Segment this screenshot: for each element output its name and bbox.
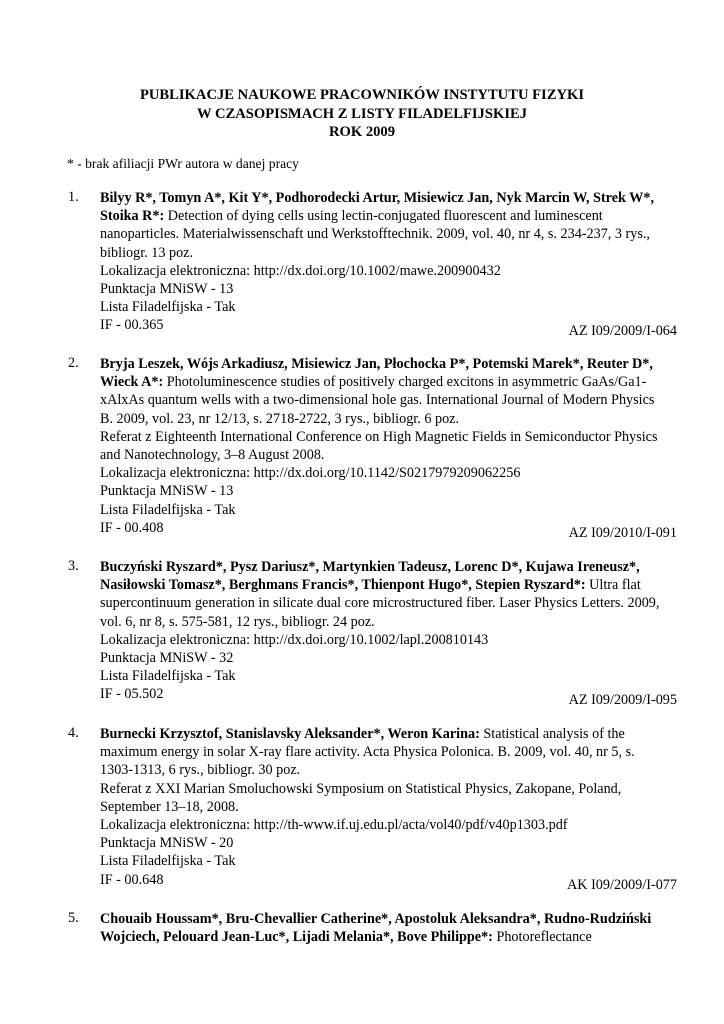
doi-line: Lokalizacja elektroniczna: http://th-www.if.uj.edu.pl/acta/vol40/pdf/v40p1303.pdf [100,817,568,834]
title-line-1: PUBLIKACJE NAUKOWE PRACOWNIKÓW INSTYTUTU FIZYKI [139,87,585,103]
authors-line: Bryja Leszek, Wójs Arkadiusz, Misiewicz Jan, Płochocka P*, Potemski Marek*, Reuter D*, [100,356,653,372]
reference-code: AZ I09/2010/I-091 [568,525,677,541]
title-text: Statistical analysis of the [479,726,625,742]
conference-line: and Nanotechnology, 3–8 August 2008. [100,447,325,464]
title-text: Ultra flat [585,577,641,594]
title-text: Detection of dying cells using lectin-conjugated fluorescent and luminescent [164,208,603,225]
conference-line: Referat z Eighteenth International Conference on High Magnetic Fields in Semiconductor Physics [100,428,658,445]
entry-body [100,910,677,946]
doi-line: Lokalizacja elektroniczna: http://dx.doi.org/10.1142/S0217979209062256 [100,465,521,482]
citation-line: supercontinuum generation in silicate dual core microstructured fiber. Laser Physics Letters. 2009, [100,595,660,612]
doi-line: Lokalizacja elektroniczna: http://dx.doi.org/10.1002/lapl.200810143 [100,631,489,648]
points-line: Punktacja MNiSW - 13 [100,483,234,500]
impact-factor-line: IF - 00.365 [100,317,164,334]
authors-line-end: Stoika R*: [100,208,165,225]
entry-body [100,355,677,537]
impact-factor-line: IF - 00.648 [100,871,164,888]
title-line-3: ROK 2009 [328,124,396,140]
entry-number: 4. [68,725,79,741]
citation-line: maximum energy in solar X-ray flare activity. Acta Physica Polonica. B. 2009, vol. 40, nr 5, s. [100,744,635,761]
list-line: Lista Filadelfijska - Tak [100,853,236,870]
entry-body [100,189,677,335]
entry-number: 2. [68,355,79,371]
citation-line: nanoparticles. Materialwissenschaft und Werkstofftechnik. 2009, vol. 40, nr 4, s. 234-237, 3 rys., [100,226,650,243]
authors-line-end: Wojciech, Pelouard Jean-Luc*, Lijadi Melania*, Bove Philippe*: [100,929,493,946]
list-line: Lista Filadelfijska - Tak [100,668,236,685]
citation-line: bibliogr. 13 poz. [100,244,194,261]
citation-line: vol. 6, nr 8, s. 575-581, 12 rys., bibliogr. 24 poz. [100,613,375,630]
authors-line: Chouaib Houssam*, Bru-Chevallier Catherine*, Apostoluk Aleksandra*, Rudno-Rudziński [100,911,652,927]
conference-line: Referat z XXI Marian Smoluchowski Symposium on Statistical Physics, Zakopane, Poland, [100,780,622,797]
citation-line: B. 2009, vol. 23, nr 12/13, s. 2718-2722, 3 rys., bibliogr. 6 poz. [100,410,460,427]
reference-code: AZ I09/2009/I-095 [568,692,677,708]
citation-line: xAlxAs quantum wells with a two-dimensional hole gas. International Journal of Modern Physics [100,392,655,409]
entry-number: 5. [68,910,79,926]
reference-code: AZ I09/2009/I-064 [568,323,677,339]
points-line: Punktacja MNiSW - 20 [100,835,234,852]
title-line-2: W CZASOPISMACH Z LISTY FILADELFIJSKIEJ [196,105,528,122]
points-line: Punktacja MNiSW - 32 [100,650,234,667]
citation-line: 1303-1313, 6 rys., bibliogr. 30 poz. [100,762,301,779]
impact-factor-line: IF - 05.502 [100,686,164,703]
entry-number: 1. [68,189,79,205]
doi-line: Lokalizacja elektroniczna: http://dx.doi.org/10.1002/mawe.200900432 [100,262,501,279]
points-line: Punktacja MNiSW - 13 [100,281,234,298]
conference-line: September 13–18, 2008. [100,798,239,815]
entry-body [100,725,677,889]
authors-line-end: Wieck A*: [100,374,164,391]
affiliation-note: * - brak afiliacji PWr autora w danej pracy [67,156,299,171]
page-title [0,86,724,142]
authors-line-end: Nasiłowski Tomasz*, Berghmans Francis*, Thienpont Hugo*, Stepien Ryszard*: [100,577,586,594]
reference-code: AK I09/2009/I-077 [567,877,677,893]
entry-number: 3. [68,558,79,574]
authors-line: Burnecki Krzysztof, Stanislavsky Aleksander*, Weron Karina: [100,726,480,742]
authors-line: Buczyński Ryszard*, Pysz Dariusz*, Martynkien Tadeusz, Lorenc D*, Kujawa Ireneusz*, [100,559,640,575]
title-text: Photoluminescence studies of positively charged excitons in asymmetric GaAs/Ga1- [163,374,647,391]
authors-line: Bilyy R*, Tomyn A*, Kit Y*, Podhorodecki Artur, Misiewicz Jan, Nyk Marcin W, Strek W*, [100,190,655,206]
list-line: Lista Filadelfijska - Tak [100,501,236,518]
title-text: Photoreflectance [492,929,592,946]
impact-factor-line: IF - 00.408 [100,519,164,536]
list-line: Lista Filadelfijska - Tak [100,299,236,316]
entry-body [100,558,677,704]
